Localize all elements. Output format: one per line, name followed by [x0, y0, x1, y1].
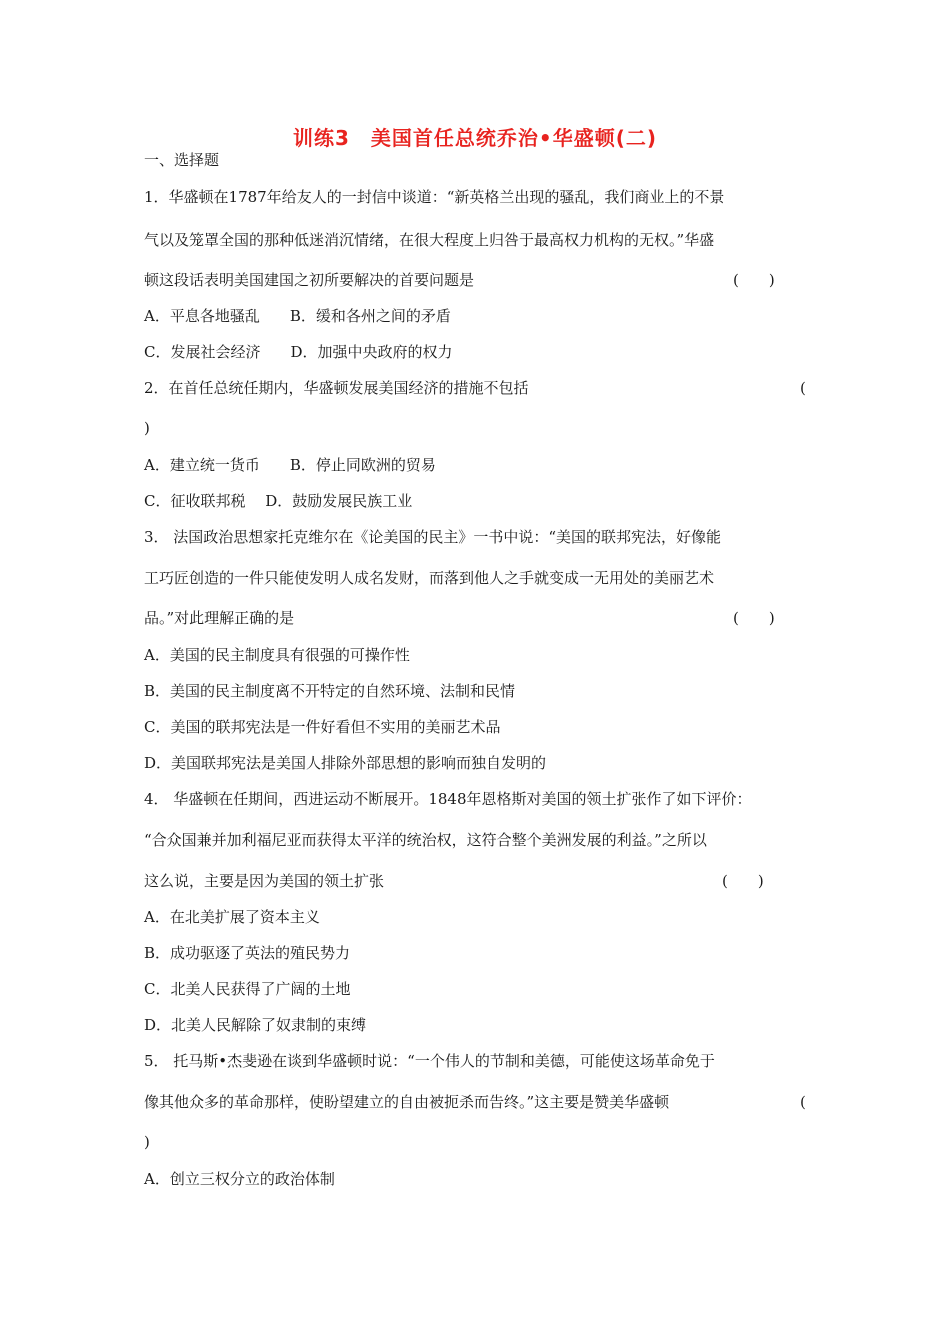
q2-stem-line-1: 2．在首任总统任期内，华盛顿发展美国经济的措施不包括	[144, 379, 529, 397]
q3-stem-line-3: 品。”对此理解正确的是	[144, 609, 295, 627]
q3-stem-line-2: 工巧匠创造的一件只能使发明人成名发财，而落到他人之手就变成一无用处的美丽艺术	[144, 569, 715, 587]
q2-options-cd: C．征收联邦税 D．鼓励发展民族工业	[144, 492, 413, 510]
q1-answer-bracket: ( )	[733, 271, 775, 289]
q4-option-d: D．北美人民解除了奴隶制的束缚	[144, 1016, 367, 1034]
q5-stem-line-1: 5． 托马斯•杰斐逊在谈到华盛顿时说：“一个伟人的节制和美德，可能使这场革命免于	[144, 1052, 715, 1070]
q3-option-d: D．美国联邦宪法是美国人排除外部思想的影响而独自发明的	[144, 754, 547, 772]
q5-stem-line-2: 像其他众多的革命那样，使盼望建立的自由被扼杀而告终。”这主要是赞美华盛顿	[144, 1093, 670, 1111]
q3-option-c: C．美国的联邦宪法是一件好看但不实用的美丽艺术品	[144, 718, 501, 736]
q3-option-a: A．美国的民主制度具有很强的可操作性	[144, 646, 410, 664]
q5-bracket-close: )	[144, 1133, 150, 1151]
q5-bracket-open: (	[800, 1093, 806, 1111]
q4-option-a: A．在北美扩展了资本主义	[144, 908, 320, 926]
q1-options-cd: C．发展社会经济 D．加强中央政府的权力	[144, 343, 453, 361]
section-heading: 一、选择题	[144, 151, 220, 169]
q4-option-b: B．成功驱逐了英法的殖民势力	[144, 944, 351, 962]
q4-option-c: C．北美人民获得了广阔的土地	[144, 980, 351, 998]
q1-stem-line-1: 1．华盛顿在1787年给友人的一封信中谈道：“新英格兰出现的骚乱，我们商业上的不景	[144, 188, 725, 206]
q1-stem-line-2: 气以及笼罩全国的那种低迷消沉情绪，在很大程度上归咎于最高权力机构的无权。”华盛	[144, 231, 715, 249]
q3-option-b: B．美国的民主制度离不开特定的自然环境、法制和民情	[144, 682, 516, 700]
q1-options-ab: A．平息各地骚乱 B．缓和各州之间的矛盾	[144, 307, 451, 325]
page-title: 训练3 美国首任总统乔治•华盛顿(二)	[293, 126, 657, 150]
q4-answer-bracket: ( )	[722, 872, 764, 890]
q2-options-ab: A．建立统一货币 B．停止同欧洲的贸易	[144, 456, 436, 474]
q1-stem-line-3: 顿这段话表明美国建国之初所要解决的首要问题是	[144, 271, 475, 289]
q4-stem-line-3: 这么说，主要是因为美国的领土扩张	[144, 872, 385, 890]
q4-stem-line-2: “合众国兼并加利福尼亚而获得太平洋的统治权，这符合整个美洲发展的利益。”之所以	[144, 831, 707, 849]
q3-answer-bracket: ( )	[733, 609, 775, 627]
q5-option-a: A．创立三权分立的政治体制	[144, 1170, 335, 1188]
q2-bracket-close: )	[144, 419, 150, 437]
q3-stem-line-1: 3． 法国政治思想家托克维尔在《论美国的民主》一书中说：“美国的联邦宪法，好像能	[144, 528, 721, 546]
q2-bracket-open: (	[800, 379, 806, 397]
q4-stem-line-1: 4． 华盛顿在任期间，西进运动不断展开。1848年恩格斯对美国的领土扩张作了如下评价：	[144, 790, 752, 808]
